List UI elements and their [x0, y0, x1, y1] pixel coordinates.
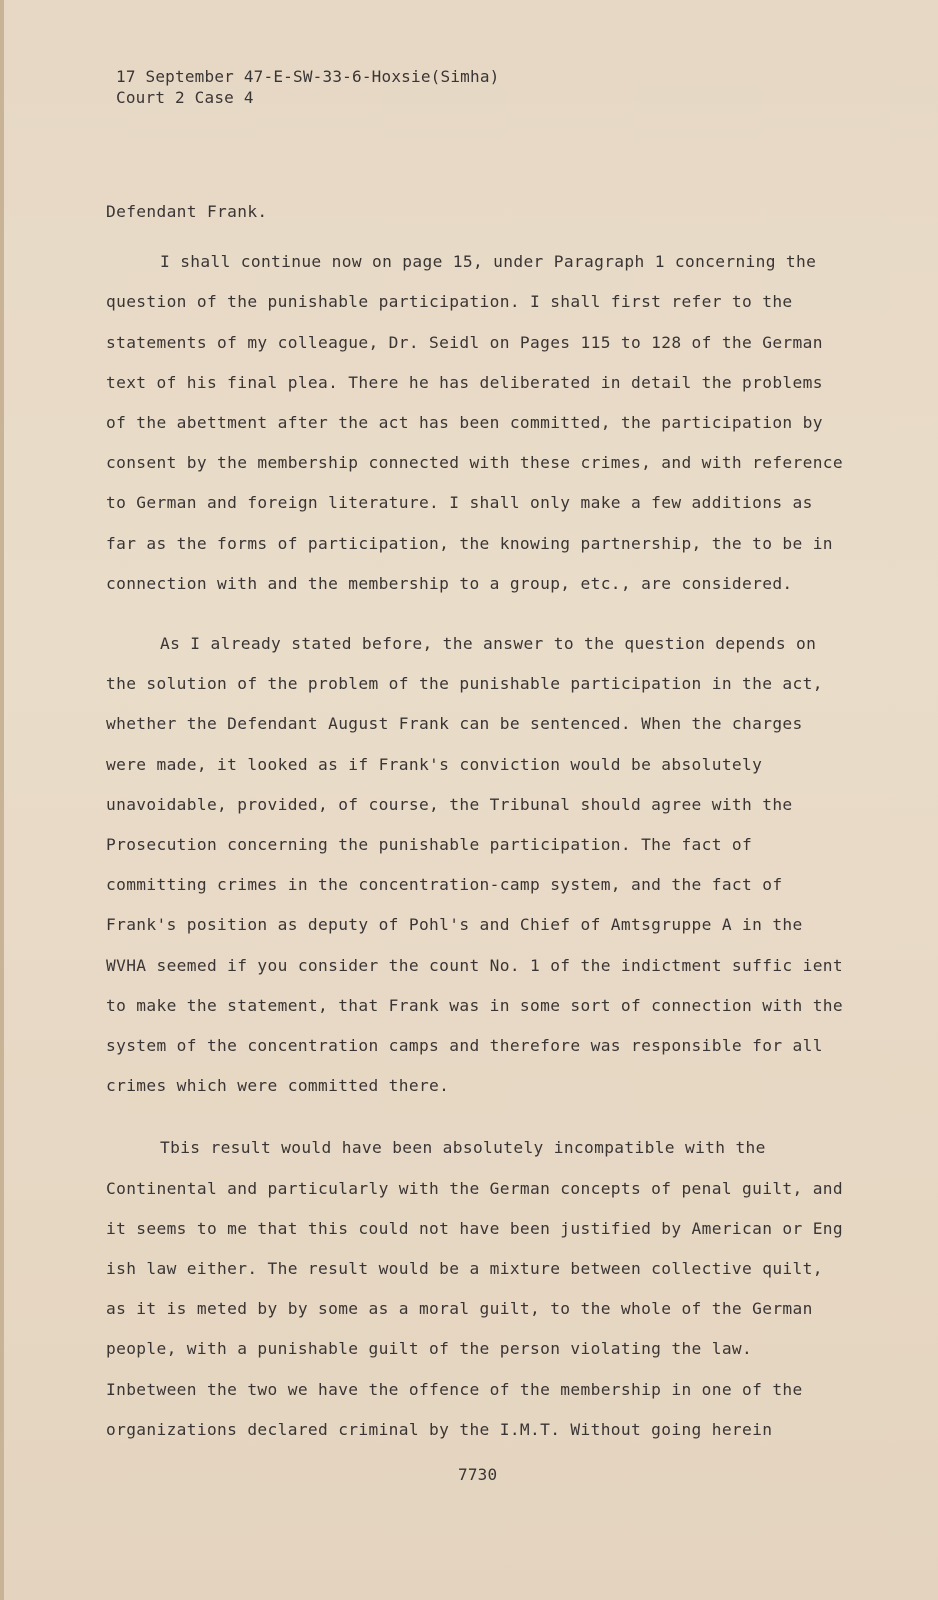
page-number: 7730: [458, 1465, 498, 1484]
transcript-header: [116, 66, 499, 108]
paragraph-result: Tbis result would have been absolutely incompatible with the Continental and particularly with the German concepts of penal guilt, and it seems to me that this could not have been justified by American or Eng ish law either. The result would be a mixture between collective quilt, as it is meted by by some as a moral guilt, to the whole of the German people, with a punishable guilt of the person violating the law. Inbetween the two we have the offence of the membership in one of the organizations declared criminal by the I.M.T. Without going herein: [106, 1138, 843, 1439]
header-line-date-reference: 17 September 47-E-SW-33-6-Hoxsie(Simha): [116, 67, 500, 86]
document-body: [106, 192, 851, 1450]
paragraph-question: As I already stated before, the answer to the question depends on the solution of the problem of the punishable participation in the act, whether the Defendant August Frank can be sentenced. When the charges were made, it looked as if Frank's conviction would be absolutely unavoidable, provided, of course, the Tribunal should agree with the Prosecution concerning the punishable participation. The fact of committing crimes in the concentration-camp system, and the fact of Frank's position as deputy of Pohl's and Chief of Amtsgruppe A in the WVHA seemed if you consider the count No. 1 of the indictment suffic ient to make the statement, that Frank was in some sort of connection with the system of the concentration camps and therefore was responsible for all crimes which were committed there.: [106, 634, 843, 1096]
defendant-heading: Defendant Frank.: [106, 202, 268, 221]
paper-edge: [0, 0, 4, 1600]
paragraph-participation: I shall continue now on page 15, under Paragraph 1 concerning the question of the punishable participation. I shall first refer to the statements of my colleague, Dr. Seidl on Pages 115 to 128 of the German text of his final plea. There he has deliberated in detail the problems of the abettment after the act has been committed, the participation by consent by the membership connected with these crimes, and with reference to German and foreign literature. I shall only make a few additions as far as the forms of participation, the knowing partnership, the to be in connection with and the membership to a group, etc., are considered.: [106, 252, 843, 593]
header-line-court-case: Court 2 Case 4: [116, 88, 254, 107]
